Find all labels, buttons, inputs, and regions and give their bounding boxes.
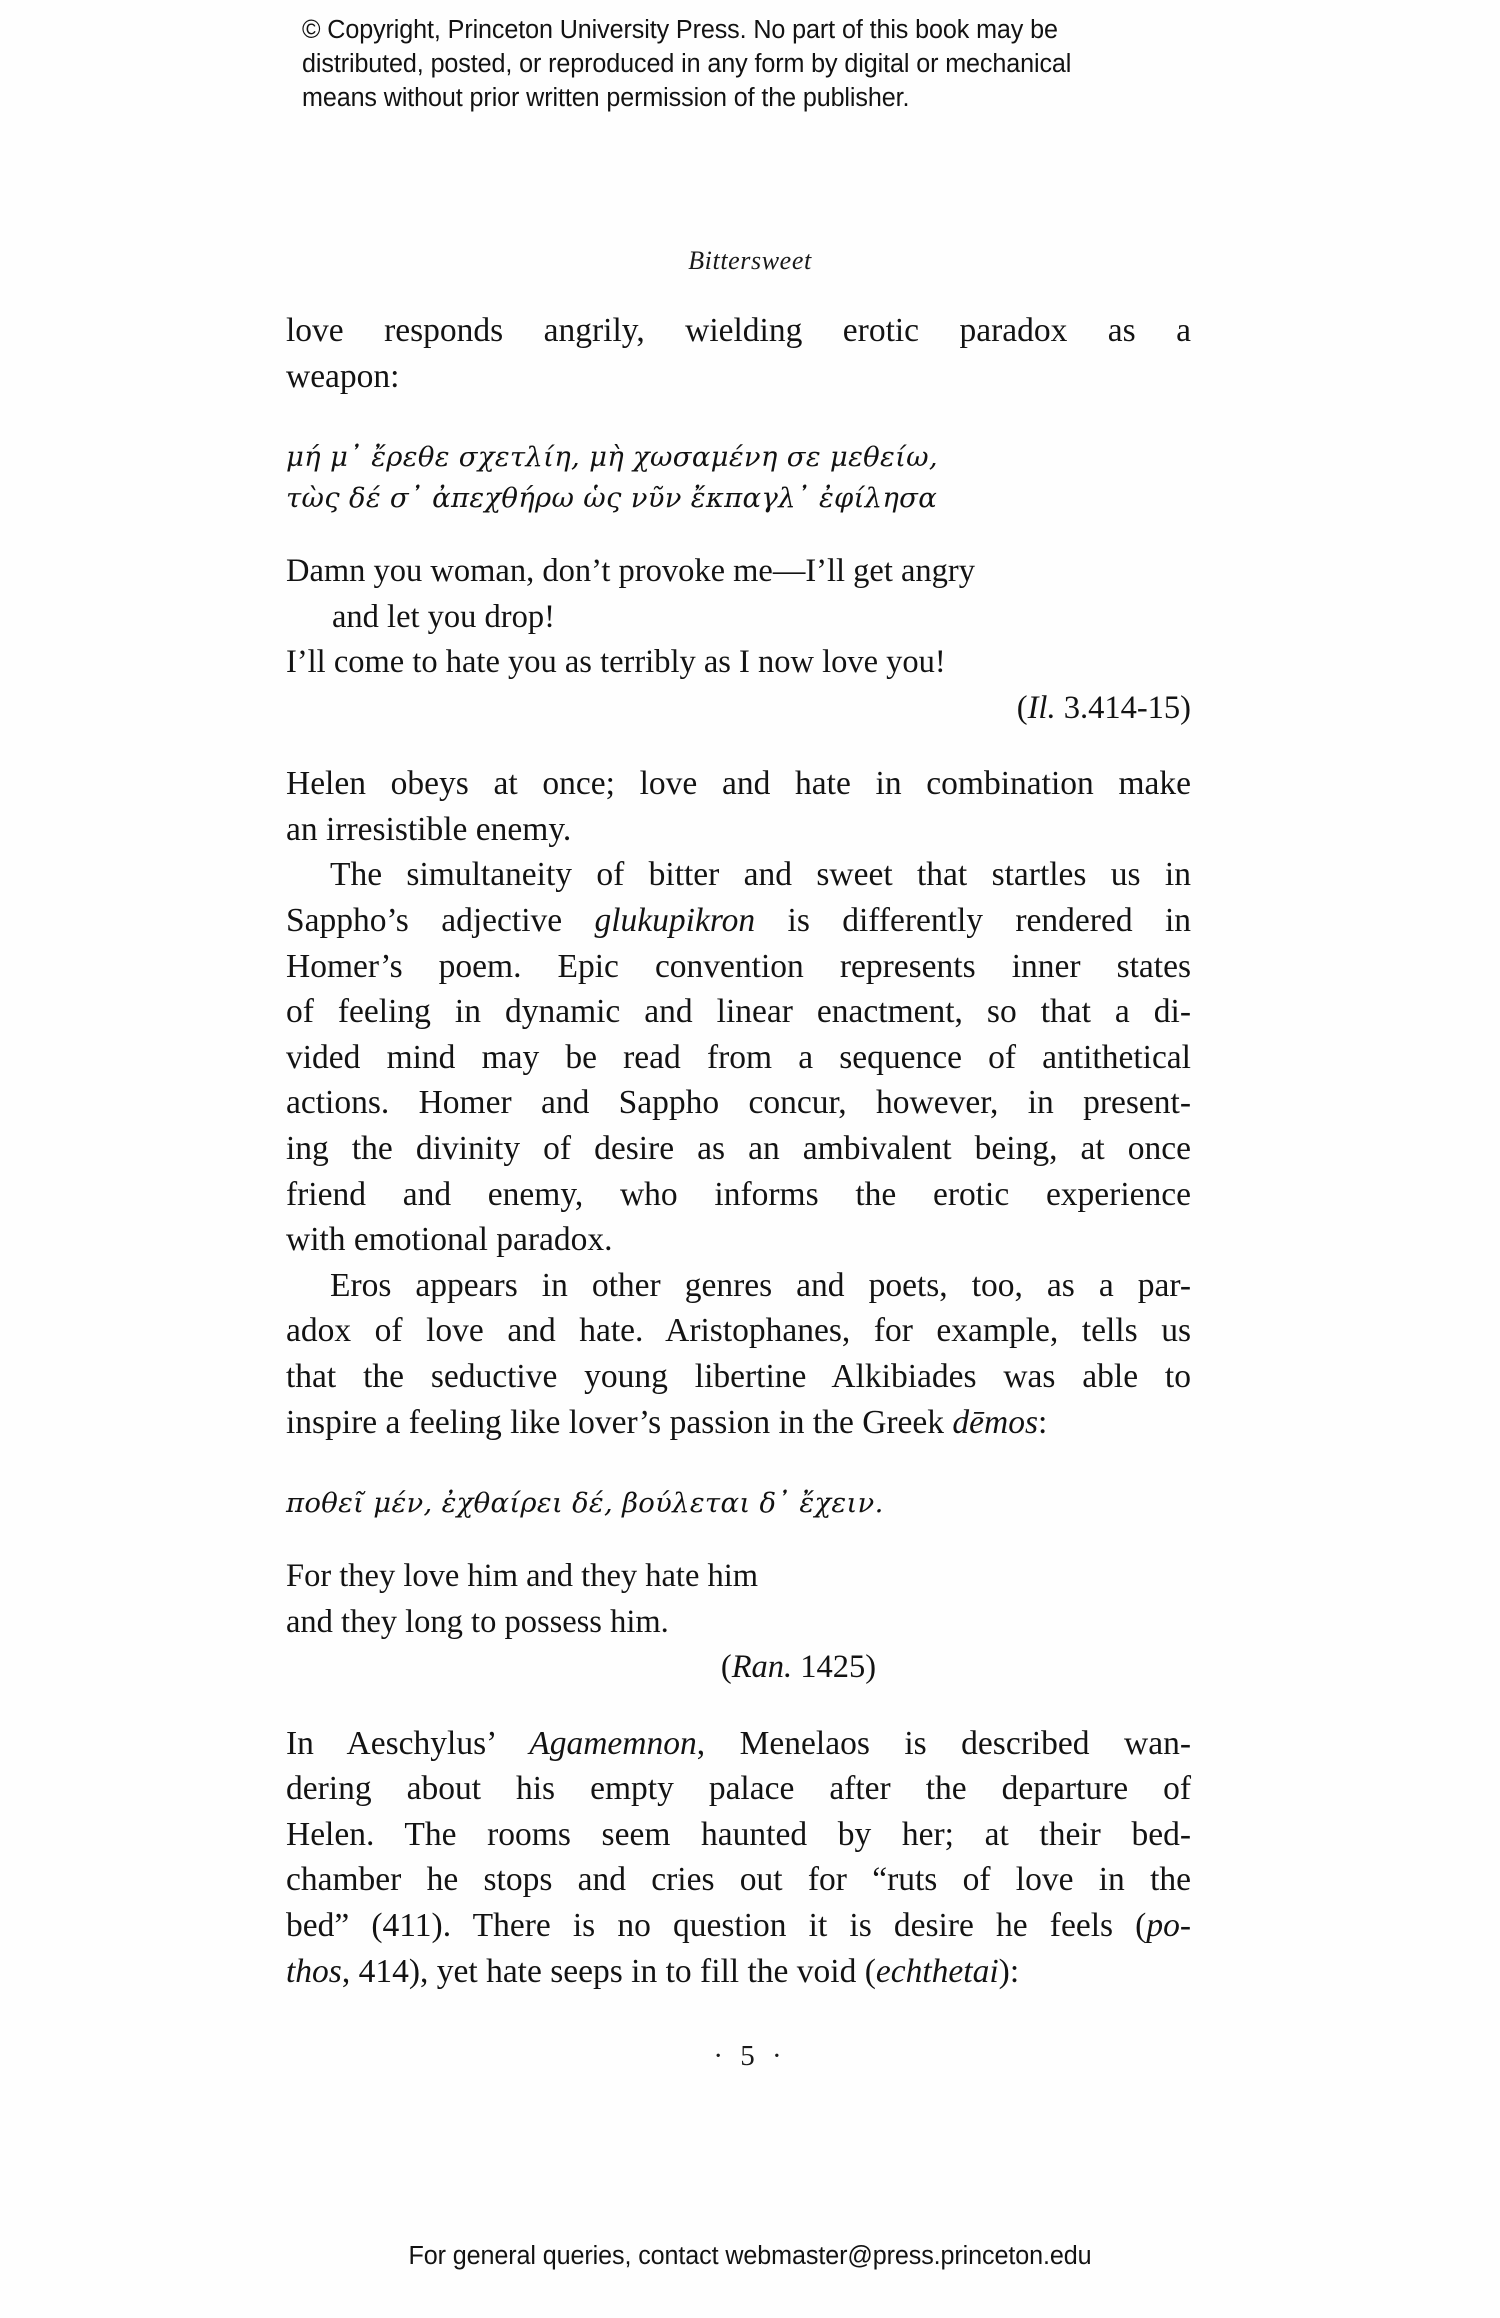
text-line-content: In Aeschylus’ (286, 1724, 530, 1762)
text-line: love responds angrily, wielding erotic paradox as a (286, 312, 1191, 349)
copyright-line-2: distributed, posted, or reproduced in any form by digital or mechanical (302, 49, 1072, 78)
text-line (286, 1903, 1191, 1949)
text-line (286, 1035, 1191, 1081)
verse-translation-iliad (286, 549, 1191, 686)
text-line (286, 1766, 1191, 1812)
text-line (286, 1812, 1191, 1858)
text-line-content: , 414), yet hate seeps in to fill the void ( (341, 1952, 876, 1990)
greek-line: ποθεῖ μέν, ἐχθαίρει δέ, βούλεται δ᾽ ἔχειν. (286, 1487, 884, 1520)
citation-reference: 1425) (792, 1649, 877, 1686)
text-line (286, 1949, 1191, 1995)
text-line-content: chamber he stops and cries out for “ruts of love in the (286, 1861, 1191, 1899)
greek-quotation-frogs (286, 1483, 1191, 1524)
greek-quotation-iliad (286, 437, 1191, 519)
text-line (286, 1400, 1191, 1446)
paragraph-helen (286, 761, 1191, 852)
page-number: · 5 · (713, 2040, 787, 2072)
spacer (286, 399, 1191, 437)
text-line-content: The simultaneity of bitter and sweet that startles us in (330, 856, 1191, 894)
paragraph-simultaneity (286, 852, 1191, 1262)
verse-line: For they love him and they hate him (286, 1558, 759, 1595)
spacer (286, 1524, 1191, 1554)
citation-work-title: Il. (1027, 689, 1056, 726)
emphasis-agamemnon: Agamemnon (529, 1724, 697, 1762)
text-line (286, 1354, 1191, 1400)
text-line-content: : (1038, 1403, 1048, 1441)
verse-line: I’ll come to hate you as terribly as I now love you! (286, 644, 946, 681)
text-line-content: of feeling in dynamic and linear enactment, so that a di- (286, 993, 1191, 1031)
spacer (286, 1691, 1191, 1721)
spacer (286, 1445, 1191, 1483)
emphasis-demos: dēmos (952, 1403, 1039, 1441)
text-line-content: ): (998, 1952, 1020, 1990)
footer-queries: For general queries, contact webmaster@press.princeton.edu (408, 2242, 1092, 2270)
copyright-line-1: © Copyright, Princeton University Press. No part of this book may be (302, 16, 1058, 44)
text-line-content: actions. Homer and Sappho concur, however, in present- (286, 1084, 1191, 1122)
text-line (286, 944, 1191, 990)
text-line (286, 1857, 1191, 1903)
text-line (286, 1217, 1191, 1263)
verse-translation-frogs (286, 1554, 1191, 1645)
text-line: Helen obeys at once; love and hate in combination make (286, 765, 1191, 803)
citation-work-title: Ran. (731, 1649, 793, 1686)
verse-line: Damn you woman, don’t provoke me—I’ll get angry (286, 553, 975, 590)
text-line-content: ing the divinity of desire as an ambivalent being, at once (286, 1129, 1191, 1167)
text-line-content: dering about his empty palace after the departure of (286, 1770, 1191, 1808)
spacer (286, 519, 1191, 549)
copyright-line-3: means without prior written permission of the publisher. (302, 83, 910, 112)
emphasis-glukupikron: glukupikron (594, 901, 756, 939)
text-line-content: bed” (411). There is no question it is desire he feels ( (286, 1906, 1147, 1944)
paragraph-opening (286, 308, 1191, 399)
greek-line: τὼς δέ σ᾽ ἀπεχθήρω ὡς νῦν ἔκπαγλ᾽ ἐφίλησα (286, 482, 938, 515)
text-line-content: is differently rendered in (755, 901, 1191, 939)
text-line (286, 852, 1191, 898)
text-line: weapon: (286, 357, 400, 395)
citation-frogs (286, 1645, 1191, 1691)
text-line-content: Homer’s poem. Epic convention represents inner states (286, 947, 1191, 985)
text-line: an irresistible enemy. (286, 810, 572, 848)
text-line-content: inspire a feeling like lover’s passion in the Greek (286, 1403, 953, 1441)
text-line-content: Eros appears in other genres and poets, too, as a par- (330, 1266, 1191, 1304)
text-line (286, 1080, 1191, 1126)
verse-line: and let you drop! (332, 598, 555, 635)
text-line (286, 898, 1191, 944)
citation-open-paren: ( (1016, 689, 1028, 726)
text-line (286, 1721, 1191, 1767)
text-line-content: friend and enemy, who informs the erotic experience (286, 1175, 1191, 1213)
text-line (286, 1263, 1191, 1309)
text-line-content: Helen. The rooms seem haunted by her; at their bed- (286, 1815, 1191, 1853)
text-line (286, 1126, 1191, 1172)
citation-iliad (286, 686, 1191, 732)
citation-reference: 3.414-15) (1055, 689, 1191, 726)
spacer (286, 731, 1191, 761)
text-line-content: that the seductive young libertine Alkibiades was able to (286, 1357, 1191, 1395)
running-head: Bittersweet (688, 246, 812, 275)
text-line (286, 1172, 1191, 1218)
greek-line: μή μ᾽ ἔρεθε σχετλίη, μὴ χωσαμένη σε μεθείω, (286, 441, 938, 474)
text-line-content: Sappho’s adjective (286, 901, 595, 939)
emphasis-echthetai: echthetai (875, 1952, 999, 1990)
verse-line: and they long to possess him. (286, 1603, 669, 1640)
copyright-notice (302, 14, 1218, 116)
text-column (286, 308, 1191, 1994)
text-line-content: , Menelaos is described wan- (696, 1724, 1191, 1762)
paragraph-eros (286, 1263, 1191, 1445)
text-line (286, 989, 1191, 1035)
text-line (286, 1308, 1191, 1354)
citation-open-paren: ( (720, 1649, 732, 1686)
text-line-content: adox of love and hate. Aristophanes, for example, tells us (286, 1312, 1191, 1350)
text-line-content: vided mind may be read from a sequence of antithetical (286, 1038, 1191, 1076)
emphasis-pothos-part1: po- (1146, 1906, 1191, 1944)
paragraph-aeschylus (286, 1721, 1191, 1995)
emphasis-pothos-part2: thos (286, 1952, 342, 1990)
text-line-content: with emotional paradox. (286, 1221, 613, 1259)
